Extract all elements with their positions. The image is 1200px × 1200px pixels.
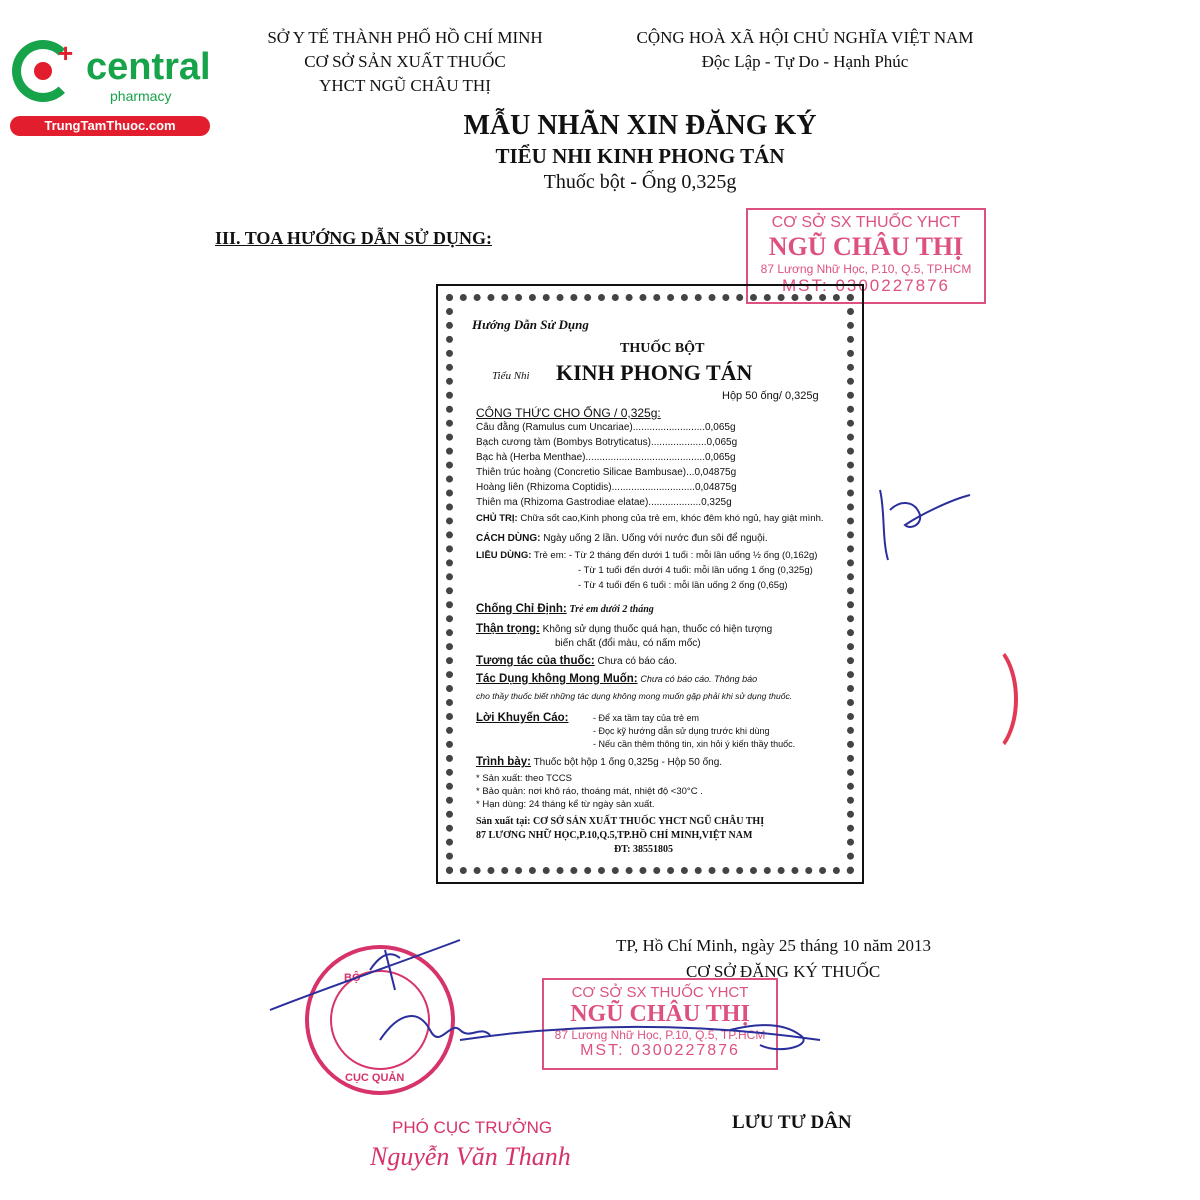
signer-left-name: Nguyễn Văn Thanh — [370, 1142, 571, 1171]
logo-wordmark: central — [86, 46, 211, 88]
header-left-line1: SỞ Y TẾ THÀNH PHỐ HỒ CHÍ MINH — [267, 28, 543, 47]
tuong-tac-text: Chưa có báo cáo. — [597, 656, 678, 667]
stamp-top-line2: NGŨ CHÂU THỊ — [768, 232, 964, 261]
chu-tri-label: CHỦ TRỊ: — [476, 513, 518, 524]
lieu-dung-line3: - Từ 4 tuổi đến 6 tuổi : mỗi lần uống 2 ống (0,65g) — [578, 580, 788, 591]
tac-dung-line1: Chưa có báo cáo. Thông báo — [640, 674, 758, 684]
signature-mark-icon — [860, 470, 980, 570]
tuong-tac-label: Tương tác của thuốc: — [476, 655, 595, 667]
than-trong-row — [476, 623, 772, 636]
than-trong-line1: Không sử dụng thuốc quá hạn, thuốc có hiện tượng — [542, 624, 773, 635]
signer-right: LƯU TƯ DÂN — [732, 1112, 852, 1133]
than-trong-label: Thận trọng: — [476, 623, 540, 635]
header-right-line2: Độc Lập - Tự Do - Hạnh Phúc — [701, 52, 909, 71]
header-right-line1: CỘNG HOÀ XÃ HỘI CHỦ NGHĨA VIỆT NAM — [636, 28, 974, 47]
tac-dung-row — [476, 673, 757, 686]
loi-khuyen-line1: - Để xa tầm tay của trẻ em — [593, 713, 700, 723]
label-heading-script: Hướng Dẫn Sử Dụng — [472, 317, 589, 332]
lieu-dung-line1: Trẻ em: - Từ 2 tháng đến dưới 1 tuổi : mỗi lần uống ½ ống (0,162g) — [533, 550, 818, 561]
header-left-line3: YHCT NGŨ CHÂU THỊ — [319, 76, 491, 95]
label-product-name: KINH PHONG TÁN — [556, 360, 753, 385]
cach-dung-row — [476, 532, 768, 545]
chong-chi-dinh-row — [476, 603, 654, 616]
ingredient-line: Bạc hà (Herba Menthae)...........................................0,065g — [476, 452, 736, 463]
tac-dung-line2: cho thầy thuốc biết những tác dụng không mong muốn gặp phải khi sử dụng thuốc. — [476, 691, 793, 701]
trinh-bay-label: Trình bày: — [476, 756, 531, 768]
document-title — [300, 110, 980, 194]
bullet-line: * Bảo quản: nơi khô ráo, thoáng mát, nhiệt độ <30°C . — [476, 786, 703, 797]
manufacturer-phone: ĐT: 38551805 — [614, 844, 673, 855]
tuong-tac-row — [476, 655, 677, 668]
label-name-prefix: Tiểu Nhi — [492, 370, 530, 382]
header-left-line2: CƠ SỞ SẢN XUẤT THUỐC — [304, 52, 506, 71]
stamp-bottom-line1: CƠ SỞ SX THUỐC YHCT — [571, 984, 749, 1001]
ingredient-line: Thiên ma (Rhizoma Gastrodiae elatae)...................0,325g — [476, 497, 732, 508]
label-type: THUỐC BỘT — [620, 341, 705, 356]
stamp-bottom-line3: 87 Lương Nhữ Học, P.10, Q.5, TP.HCM — [554, 1028, 766, 1042]
cach-dung-text: Ngày uống 2 lần. Uống với nước đun sôi để nguội. — [543, 533, 768, 544]
chong-chi-dinh-label: Chống Chỉ Định: — [476, 603, 567, 615]
cach-dung-label: CÁCH DÙNG: — [476, 533, 541, 544]
stamp-top-line3: 87 Lương Nhữ Học, P.10, Q.5, TP.HCM — [760, 262, 972, 276]
seal-top-text: BỘ — [344, 972, 361, 984]
ingredient-line: Câu đằng (Ramulus cum Uncariae)..........................0,065g — [476, 422, 736, 433]
signer-left-title: PHÓ CỤC TRƯỞNG — [392, 1118, 553, 1137]
label-pack: Hộp 50 ống/ 0,325g — [722, 390, 819, 402]
logo-url: TrungTamThuoc.com — [10, 116, 210, 136]
bullet-line: * Hạn dùng: 24 tháng kể từ ngày sản xuất. — [476, 799, 655, 810]
ingredient-line: Thiên trúc hoàng (Concretio Silicae Bambusae)...0,04875g — [476, 467, 737, 478]
trinh-bay-text: Thuốc bột hộp 1 ống 0,325g - Hộp 50 ống. — [533, 757, 723, 768]
bullet-line: * Sản xuất: theo TCCS — [476, 773, 572, 784]
seal-bottom-text: CỤC QUẢN — [345, 1072, 405, 1084]
tac-dung-label: Tác Dụng không Mong Muốn: — [476, 673, 638, 685]
label-formula-heading: CÔNG THỨC CHO ỐNG / 0,325g: — [476, 406, 661, 420]
section-heading: III. TOA HƯỚNG DẪN SỬ DỤNG: — [215, 228, 493, 248]
chu-tri-row — [476, 512, 824, 525]
logo-dot-icon — [34, 62, 52, 80]
logo-subtitle: pharmacy — [110, 88, 172, 104]
lieu-dung-row — [476, 549, 817, 562]
partial-seal-arc-icon — [950, 640, 1018, 758]
stamp-bottom-line2: NGŨ CHÂU THỊ — [570, 1001, 750, 1027]
signature-strokes-icon — [260, 930, 840, 1080]
manufacturer-line2: 87 LƯƠNG NHỮ HỌC,P.10,Q.5,TP.HỒ CHÍ MINH,VIỆT NAM — [476, 830, 753, 841]
loi-khuyen-line2: - Đọc kỹ hướng dẫn sử dụng trước khi dùng — [593, 726, 770, 736]
header-right — [610, 26, 1000, 74]
chong-chi-dinh-text: Trẻ em dưới 2 tháng — [569, 604, 654, 615]
loi-khuyen-line3: - Nếu cần thêm thông tin, xin hỏi ý kiến thầy thuốc. — [593, 739, 796, 749]
footer-date: TP, Hồ Chí Minh, ngày 25 tháng 10 năm 2013 — [616, 936, 931, 955]
ingredient-line: Hoàng liên (Rhizoma Coptidis)..............................0,04875g — [476, 482, 737, 493]
than-trong-line2: biến chất (đổi màu, có nấm mốc) — [555, 638, 701, 649]
lieu-dung-label: LIỀU DÙNG: — [476, 550, 532, 561]
stamp-bottom-line4: MST: 0300227876 — [580, 1042, 740, 1059]
lieu-dung-line2: - Từ 1 tuổi đến dưới 4 tuổi: mỗi lần uống 1 ống (0,325g) — [578, 565, 813, 576]
manufacturer-line1: Sản xuất tại: CƠ SỞ SẢN XUẤT THUỐC YHCT NGŨ CHÂU THỊ — [476, 816, 765, 827]
title-line3: Thuốc bột - Ống 0,325g — [543, 171, 737, 193]
loi-khuyen-label: Lời Khuyến Cáo: — [476, 712, 569, 724]
stamp-top-line1: CƠ SỞ SX THUỐC YHCT — [771, 214, 961, 231]
title-line1: MẪU NHÃN XIN ĐĂNG KÝ — [463, 110, 817, 141]
stamp-top-line4: MST: 0300227876 — [782, 276, 950, 295]
trinh-bay-row — [476, 756, 722, 769]
header-left — [240, 26, 570, 98]
ingredient-line: Bạch cương tàm (Bombys Botryticatus)....................0,065g — [476, 437, 738, 448]
loi-khuyen-row — [476, 712, 569, 725]
title-line2: TIỂU NHI KINH PHONG TÁN — [495, 144, 785, 168]
chu-tri-text: Chữa sốt cao,Kinh phong của trẻ em, khóc đêm khó ngủ, hay giật mình. — [520, 513, 824, 524]
logo-plus-icon: + — [58, 38, 74, 68]
footer-org: CƠ SỞ ĐĂNG KÝ THUỐC — [686, 962, 881, 981]
